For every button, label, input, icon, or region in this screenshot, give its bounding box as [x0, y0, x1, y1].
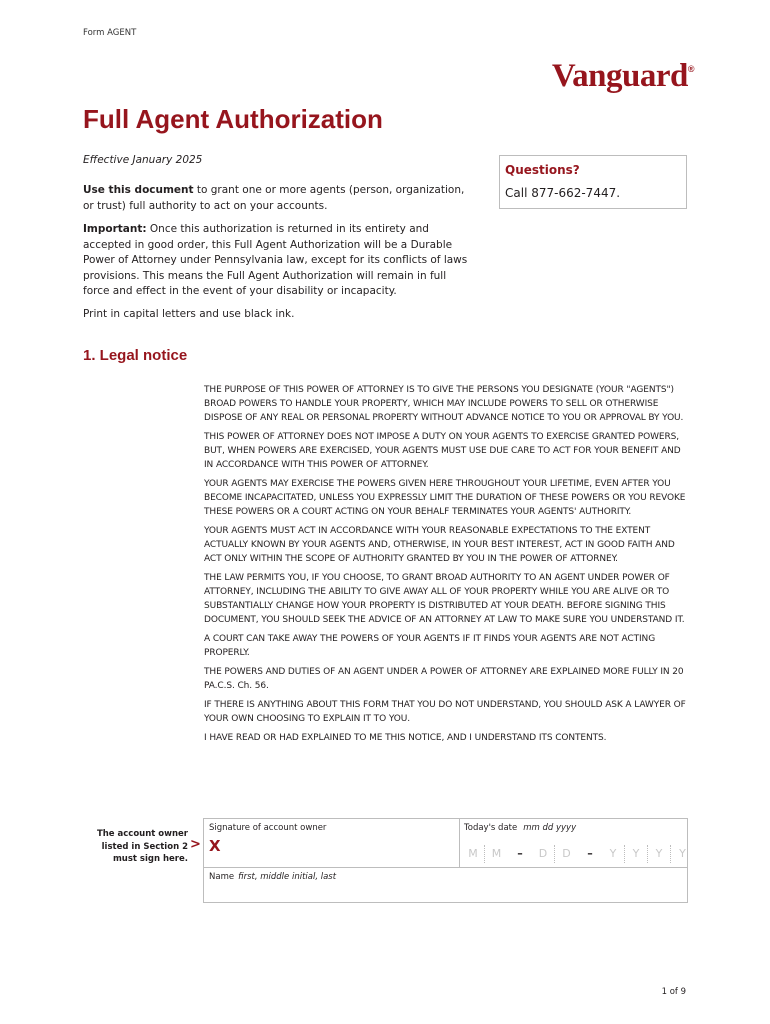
name-hint: first, middle initial, last — [238, 872, 337, 882]
notice-paragraph: THIS POWER OF ATTORNEY DOES NOT IMPOSE A DUTY ON YOUR AGENTS TO EXERCISE GRANTED POWERS, BUT, WHEN POWERS ARE EXERCISED, YOUR AGENTS MUST USE DUE CARE TO ACT FOR YOUR BENEFIT AND IN ACCORDANCE WITH THIS POWER OF ATTORNEY. — [204, 432, 681, 470]
vanguard-logo — [552, 58, 694, 95]
registered-mark: ® — [687, 64, 694, 74]
signature-x-mark: X — [209, 837, 221, 855]
form-label: Form AGENT — [83, 28, 137, 38]
notice-paragraph: A COURT CAN TAKE AWAY THE POWERS OF YOUR AGENTS IF IT FINDS YOUR AGENTS ARE NOT ACTING PROPERLY. — [204, 634, 656, 658]
legal-notice — [204, 383, 689, 750]
arrow-right-icon: > — [190, 837, 201, 852]
signature-label: Signature of account owner — [209, 823, 327, 833]
important-paragraph — [83, 222, 473, 300]
name-field-label[interactable] — [209, 872, 336, 882]
notice-paragraph: THE LAW PERMITS YOU, IF YOU CHOOSE, TO GRANT BROAD AUTHORITY TO AN AGENT UNDER POWER OF ATTORNEY, INCLUDING THE ABILITY TO GIVE AWAY ALL OF YOUR PROPERTY WHILE YOU ARE ALIVE OR TO SUBSTANTIALLY CHANGE HOW YOUR PROPERTY IS DISTRIBUTED AT YOUR DEATH. BEFORE SIGNING THIS DOCUMENT, YOU SHOULD SEEK THE ADVICE OF AN ATTORNEY AT LAW TO MAKE SURE YOU UNDERSTAND IT. — [204, 573, 685, 625]
date-field[interactable] — [462, 845, 694, 863]
divider — [204, 867, 687, 868]
logo-text: Vanguard — [551, 58, 688, 94]
questions-title: Questions? — [505, 163, 580, 177]
notice-paragraph: YOUR AGENTS MUST ACT IN ACCORDANCE WITH YOUR REASONABLE EXPECTATIONS TO THE EXTENT ACTUALLY KNOWN BY YOUR AGENTS AND, OTHERWISE, IN YOUR BEST INTEREST, ACT IN GOOD FAITH AND ACT ONLY WITHIN THE SCOPE OF AUTHORITY GRANTED BY YOU IN THE POWER OF ATTORNEY. — [204, 526, 675, 564]
use-document-paragraph — [83, 183, 473, 214]
date-separator: – — [587, 847, 593, 860]
notice-paragraph: THE PURPOSE OF THIS POWER OF ATTORNEY IS TO GIVE THE PERSONS YOU DESIGNATE (YOUR "AGENTS") BROAD POWERS TO HANDLE YOUR PROPERTY, WHICH MAY INCLUDE POWERS TO SELL OR OTHERWISE DISPOSE OF ANY REAL OR PERSONAL PROPERTY WITHOUT ADVANCE NOTICE TO YOU OR APPROVAL BY YOU. — [204, 385, 684, 423]
date-label — [464, 823, 576, 833]
questions-phone[interactable]: Call 877-662-7447. — [505, 186, 621, 200]
print-instruction: Print in capital letters and use black ink. — [83, 308, 295, 320]
use-document-text: to grant one or more agents (person, organization, or trust) full authority to act on your accounts. — [83, 184, 465, 212]
date-cell-year[interactable]: Y — [625, 845, 648, 863]
notice-paragraph: I HAVE READ OR HAD EXPLAINED TO ME THIS NOTICE, AND I UNDERSTAND ITS CONTENTS. — [204, 733, 607, 743]
section-1-title: 1. Legal notice — [83, 347, 188, 364]
owner-sign-note: The account owner listed in Section 2 must sign here. — [96, 829, 188, 864]
date-cell-day[interactable]: D — [532, 845, 555, 863]
date-format-hint: mm dd yyyy — [523, 823, 577, 833]
questions-box — [499, 155, 687, 209]
date-cell-day[interactable]: D — [562, 847, 571, 860]
date-separator: – — [517, 847, 523, 860]
use-document-lead: Use this document — [83, 184, 194, 196]
date-cell-year[interactable]: Y — [648, 845, 671, 863]
important-text: Once this authorization is returned in its entirety and accepted in good order, this Full Agent Authorization will be a Durable Power of Attorney under Pennsylvania law, except for its conflicts of laws provisions. This means the Full Agent Authorization will remain in full force and effect in the event of your disability or incapacity. — [83, 223, 468, 297]
page-number: 1 of 9 — [661, 987, 686, 997]
notice-paragraph: YOUR AGENTS MAY EXERCISE THE POWERS GIVEN HERE THROUGHOUT YOUR LIFETIME, EVEN AFTER YOU BECOME INCAPACITATED, UNLESS YOU EXPRESSLY LIMIT THE DURATION OF THESE POWERS OR YOU REVOKE THESE POWERS OR A COURT ACTING ON YOUR BEHALF TERMINATES YOUR AGENTS' AUTHORITY. — [204, 479, 686, 517]
date-cell-year[interactable]: Y — [602, 845, 625, 863]
date-cell-year[interactable]: Y — [679, 847, 686, 860]
effective-date: Effective January 2025 — [83, 154, 203, 166]
signature-box — [203, 818, 688, 903]
name-label-text: Name — [209, 872, 235, 882]
page-title: Full Agent Authorization — [83, 104, 383, 134]
date-cell-month[interactable]: M — [462, 845, 485, 863]
notice-paragraph: IF THERE IS ANYTHING ABOUT THIS FORM THAT YOU DO NOT UNDERSTAND, YOU SHOULD ASK A LAWYER OF YOUR OWN CHOOSING TO EXPLAIN IT TO YOU. — [204, 700, 686, 724]
notice-paragraph: THE POWERS AND DUTIES OF AN AGENT UNDER A POWER OF ATTORNEY ARE EXPLAINED MORE FULLY IN 20 PA.C.S. Ch. 56. — [204, 667, 684, 691]
important-lead: Important: — [83, 223, 147, 235]
date-label-text: Today's date — [464, 823, 518, 833]
date-cell-month[interactable]: M — [491, 847, 502, 860]
divider — [459, 819, 460, 867]
